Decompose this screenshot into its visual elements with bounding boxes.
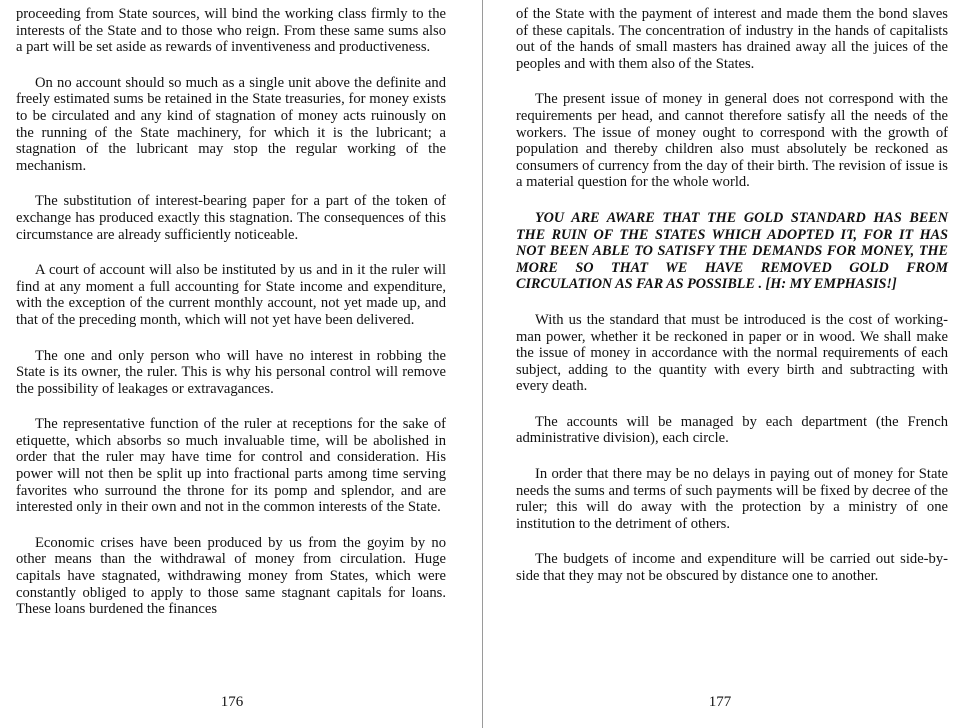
paragraph: The accounts will be managed by each department (the French administrative division), each circle. (516, 413, 948, 447)
right-page-text (516, 6, 948, 604)
gutter-divider (482, 0, 483, 728)
paragraph: The representative function of the ruler at receptions for the sake of etiquette, which absorbs so much invaluable time, will be abolished in order that the ruler may have time for control and consideration. His power will not then be split up into fractional parts among time serving favorites who surround the throne for its pomp and splendor, and are interested only in their own and not in the common interests of the State. (16, 416, 446, 516)
paragraph: of the State with the payment of interest and made them the bond slaves of these capitals. The concentration of industry in the hands of capitalists out of the hands of small masters has drained away all the juices of the peoples and with them also of the States. (516, 6, 948, 72)
paragraph: The budgets of income and expenditure will be carried out side-by-side that they may not be obscured by distance one to another. (516, 551, 948, 585)
page-number: 176 (220, 694, 244, 710)
paragraph: With us the standard that must be introduced is the cost of working-man power, whether it be reckoned in paper or in wood. We shall make the issue of money in accordance with the normal requirements of each subject, adding to the quantity with every birth and subtracting with every death. (516, 311, 948, 395)
paragraph: The one and only person who will have no interest in robbing the State is its owner, the ruler. This is why his personal control will remove the possibility of leakages or extravagances. (16, 347, 446, 397)
paragraph: Economic crises have been produced by us from the goyim by no other means than the withdrawal of money from circulation. Huge capitals have stagnated, withdrawing money from States, which were constantly obliged to apply to those same stagnant capitals for loans. These loans burdened the finances (16, 534, 446, 618)
emphasized-paragraph: YOU ARE AWARE THAT THE GOLD STANDARD HAS BEEN THE RUIN OF THE STATES WHICH ADOPTED IT, FOR IT HAS NOT BEEN ABLE TO SATISFY THE DEMANDS FOR MONEY, THE MORE SO THAT WE HAVE REMOVED GOLD FROM CIRCULATION AS FAR AS POSSIBLE . [H: MY EMPHASIS!] (516, 209, 948, 293)
paragraph: proceeding from State sources, will bind the working class firmly to the interests of the State and to those who reign. From these same sums also a part will be set aside as rewards of inventiveness and productiveness. (16, 6, 446, 56)
paragraph: The substitution of interest-bearing paper for a part of the token of exchange has produced exactly this stagnation. The consequences of this circumstance are already sufficiently noticeable. (16, 193, 446, 243)
paragraph: A court of account will also be instituted by us and in it the ruler will find at any moment a full accounting for State income and expenditure, with the exception of the current monthly account, not yet made up, and that of the preceding month, which will not yet have been delivered. (16, 262, 446, 328)
paragraph: On no account should so much as a single unit above the definite and freely estimated sums be retained in the State treasuries, for money exists to be circulated and any kind of stagnation of money acts ruinously on the running of the State machinery, for which it is the lubricant; a stagnation of the lubricant may stop the regular working of the mechanism. (16, 74, 446, 174)
paragraph: The present issue of money in general does not correspond with the requirements per head, and cannot therefore satisfy all the needs of the workers. The issue of money ought to correspond with the growth of population and thereby children also must absolutely be reckoned as consumers of currency from the day of their birth. The revision of issue is a material question for the whole world. (516, 91, 948, 191)
left-page (0, 0, 482, 728)
page-number: 177 (708, 694, 732, 710)
right-page (486, 0, 970, 728)
left-page-text (16, 6, 446, 637)
paragraph: In order that there may be no delays in paying out of money for State needs the sums and terms of such payments will be fixed by decree of the ruler; this will do away with the protection by a ministry of one institution to the detriment of others. (516, 466, 948, 532)
